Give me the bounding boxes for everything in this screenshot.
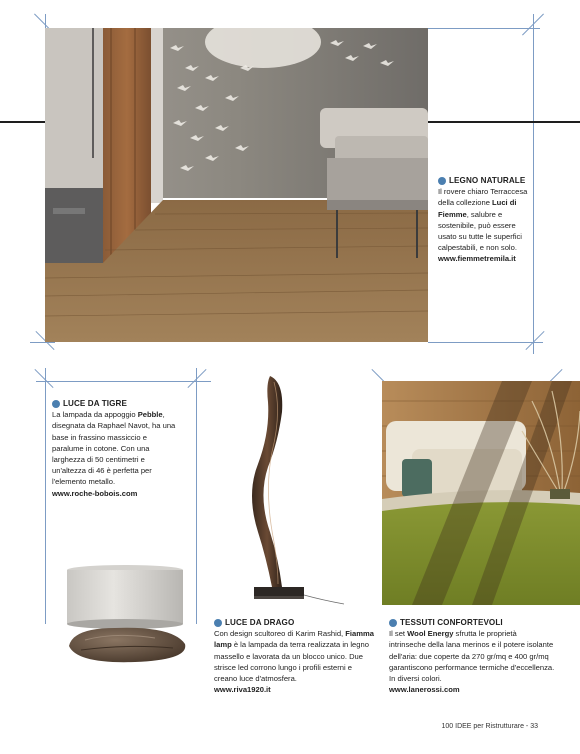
photo-wool-bedding <box>382 381 580 605</box>
caption-body: La lampada da appoggio Pebble, disegnata da Raphael Navot, ha una base in frassino massiccio e paralume in cotone. Con una larghezza di 50 centimetri e un'altezza di 46 è perfetta per l'elemento metallo. <box>52 410 176 487</box>
bullet-dot-icon <box>52 400 60 408</box>
caption-url[interactable]: www.fiemmetremila.it <box>438 254 516 264</box>
caption-url[interactable]: www.roche-bobois.com <box>52 488 138 498</box>
page-folio: 100 IDEE per Ristrutturare - 33 <box>441 723 538 730</box>
caption-title-row <box>52 398 176 409</box>
rule-left <box>0 121 45 123</box>
photo-pebble-lamp <box>55 562 195 672</box>
caption-title-row <box>214 617 374 628</box>
caption-body: Il rovere chiaro Terraccesa della collezione Luci di Fiemme, salubre e sostenibile, può essere usato su tutte le superfici calpestabili, e non solo. <box>438 187 528 253</box>
product-name: Pebble <box>137 410 163 420</box>
caption-title: LUCE DA TIGRE <box>63 399 127 408</box>
caption-url[interactable]: www.lanerossi.com <box>389 685 460 695</box>
photo-bedroom <box>45 28 428 342</box>
caption-title-row <box>438 175 534 186</box>
bullet-dot-icon <box>438 177 446 185</box>
photo-fiamma-lamp <box>222 372 352 617</box>
caption-body: Con design scultoreo di Karim Rashid, Fiamma lamp è la lampada da terra realizzata in legno massello e lavorata da un blocco unico. Due strisce led corrono lungo i profili esterni e creano luce d'atmosfera. <box>214 629 374 684</box>
product-name: Luci di Fiemme <box>438 198 517 219</box>
bullet-dot-icon <box>389 619 397 627</box>
caption-body: Il set Wool Energy sfrutta le proprietà intrinseche della lana merinos e il potere isolante dell'aria: due coperte da 270 gr/mq e 400 gr/mq garantiscono performance termiche d'eccellenza. In diversi colori. <box>389 629 555 684</box>
product-name: Wool Energy <box>407 629 454 639</box>
caption-title: TESSUTI CONFORTEVOLI <box>400 618 503 627</box>
caption-title: LUCE DA DRAGO <box>225 618 295 627</box>
caption-title-row <box>389 617 555 628</box>
rule-right <box>428 121 580 123</box>
caption-luce-da-tigre <box>52 398 176 499</box>
bullet-dot-icon <box>214 619 222 627</box>
caption-title: LEGNO NATURALE <box>449 176 526 185</box>
caption-legno-naturale <box>438 175 534 265</box>
caption-luce-da-drago <box>214 617 374 695</box>
caption-tessuti-confortevoli <box>389 617 555 695</box>
product-name: Fiamma lamp <box>214 629 374 650</box>
caption-url[interactable]: www.riva1920.it <box>214 685 271 695</box>
